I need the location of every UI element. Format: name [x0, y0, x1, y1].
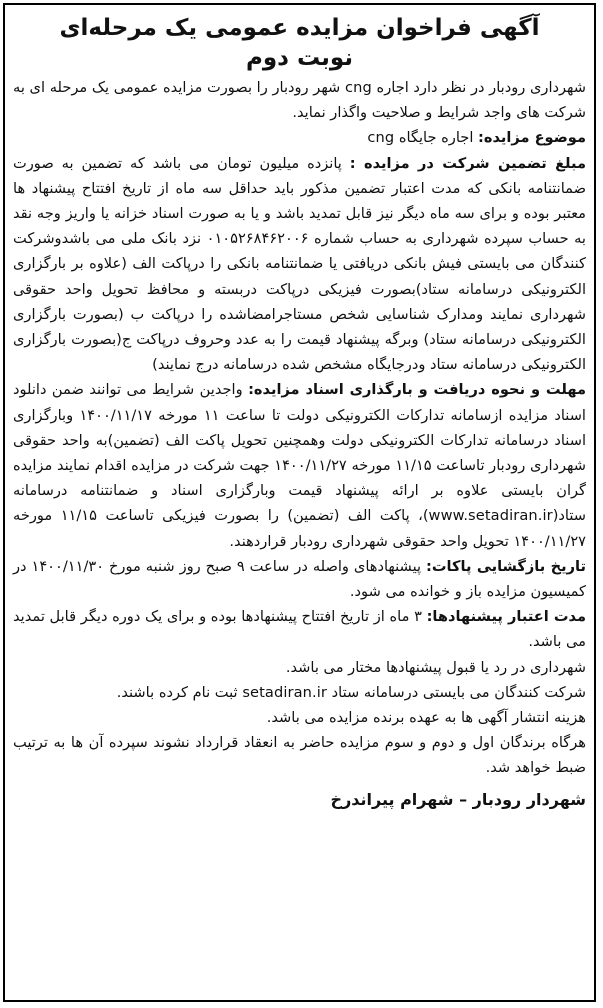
opening-label: تاریخ بازگشایی پاکات: — [426, 557, 586, 575]
notice-round: نوبت دوم — [245, 45, 353, 71]
guarantee-label: مبلغ تضمین شرکت در مزایده : — [349, 154, 587, 172]
signature: شهردار رودبار – شهرام پیراندرخ — [330, 789, 586, 809]
deadline-paragraph — [13, 377, 586, 553]
notice-body — [5, 5, 594, 813]
validity-text: ۳ ماه از تاریخ افتتاح پیشنهادها بوده و برای یک دوره دیگر قابل تمدید می باشد. — [13, 608, 586, 651]
guarantee-text: پانزده میلیون تومان می باشد که تضمین به صورت ضمانتنامه بانکی که مدت اعتبار تضمین مذکور باید حداقل سه ماه از تاریخ افتتاح پیشنهاد ها معتبر بوده و برای سه ماه دیگر نیز قابل تمدید باشد و یا به صورت اسناد خزانه یا واریز وجه نقد به حساب سپرده شهرداری به حساب شماره ۰۱۰۵۲۶۸۴۶۲۰۰۶ نزد بانک ملی می باشدوشرکت کنندگان می بایستی فیش بانکی دریافتی یا ضمانتنامه بانکی را درپاکت الف (علاوه بر بارگزاری الکترونیکی درسامانه ستاد)بصورت فیزیکی درپاکت دربسته و محافظ تحویل واحد حقوقی شهرداری نمایند ومدارک شناسایی شخص مستاجرامضاشده را درپاکت ب (بصورت بارگزاری الکترونیکی درسامانه ستاد) وبرگه پیشنهاد قیمت را به عدد وحروف درپاکت ج(بصورت بارگزاری الکترونیکی درسامانه ستاد ودرجایگاه مشخص شده درسامانه درج نمایند) — [13, 154, 586, 374]
subject-label: موضوع مزایده: — [478, 129, 586, 147]
subject-text: اجاره جایگاه cng — [367, 129, 479, 147]
intro-paragraph: شهرداری رودبار در نظر دارد اجاره cng شهر رودبار را بصورت مزایده عمومی یک مرحله ای به شرکت های واجد شرایط و صلاحیت واگذار نماید. — [13, 79, 587, 122]
deadline-text: واجدین شرایط می توانند ضمن دانلود اسناد مزایده ازسامانه تدارکات الکترونیکی دولت تا ساعت ۱۱ مورخه ۱۴۰۰/۱۱/۱۷ وبارگزاری اسناد درسامانه تدارکات الکترونیکی دولت وهمچنین تحویل پاکت الف (تضمین)به واحد حقوقی شهرداری رودبار تاساعت ۱۱/۱۵ مورخه ۱۴۰۰/۱۱/۲۷ جهت شرکت در مزایده اقدام نمایند مزایده گران بایستی علاوه بر ارائه پیشنهاد قیمت وبارگزاری اسناد و ضمانتنامه درسامانه ستاد(www.setadiran.ir)، پاکت الف (تضمین) را بصورت فیزیکی تاساعت ۱۱/۱۵ مورخه ۱۴۰۰/۱۱/۲۷ تحویل واحد حقوقی شهرداری رودبار قراردهند. — [13, 381, 587, 550]
opening-text: پیشنهادهای واصله در ساعت ۹ صبح روز شنبه مورخ ۱۴۰۰/۱۱/۳۰ در کمیسیون مزایده باز و خوانده می شود. — [13, 557, 586, 601]
guarantee-paragraph — [13, 151, 586, 378]
subject-paragraph — [13, 125, 586, 150]
note-registration: شرکت کنندگان می بایستی درسامانه ستاد setadiran.ir ثبت نام کرده باشند. — [116, 683, 586, 701]
note-forfeit: هرگاه برندگان اول و دوم و سوم مزایده حاضر به انعقاد قرارداد نشوند سپرده آن ها به ترتیب ضبط خواهد شد. — [13, 734, 586, 777]
notice-frame — [3, 3, 596, 1002]
validity-label: مدت اعتبار پیشنهادها: — [426, 608, 587, 626]
note-reject-accept: شهرداری در رد یا قبول پیشنهادها مختار می باشد. — [285, 658, 586, 676]
note-publication-cost: هزینه انتشار آگهی ها به عهده برنده مزایده می باشد. — [266, 709, 586, 727]
validity-paragraph — [13, 604, 586, 654]
deadline-label: مهلت و نحوه دریافت و بارگذاری اسناد مزایده: — [248, 381, 586, 399]
notice-title: آگهی فراخوان مزایده عمومی یک مرحله‌ای — [59, 15, 540, 41]
opening-paragraph — [13, 554, 586, 604]
